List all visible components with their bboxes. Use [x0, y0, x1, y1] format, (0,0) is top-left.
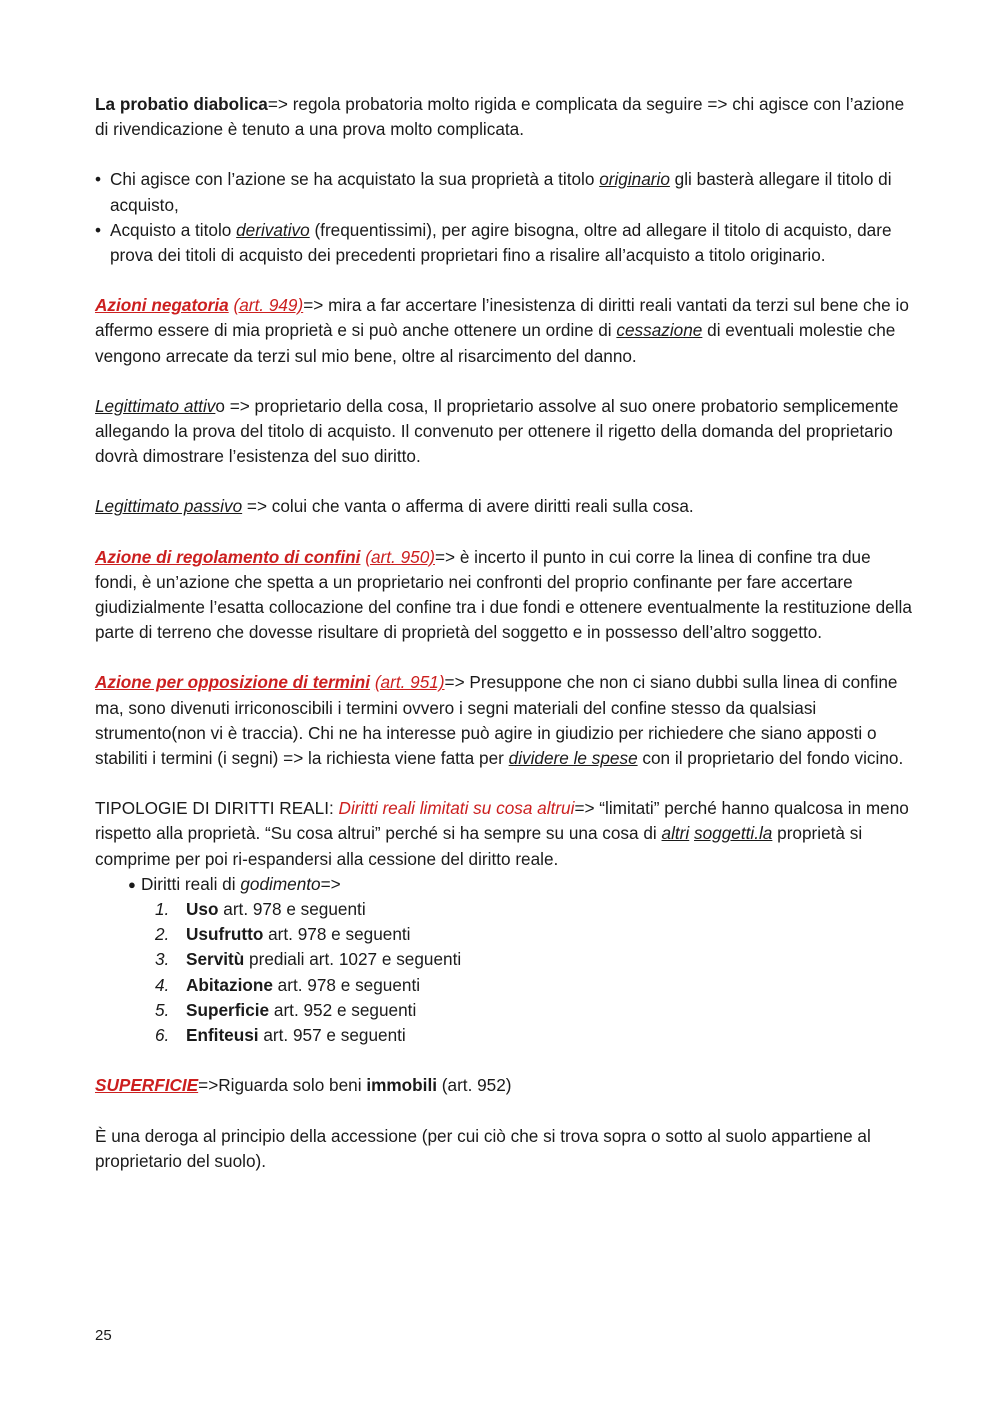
term-immobili: immobili — [366, 1075, 438, 1096]
spacer — [95, 1048, 915, 1073]
article-ref: (art. 951) — [374, 672, 445, 693]
paragraph-legittimato-attivo: Legittimato attivo => proprietario della cosa, Il proprietario assolve al suo onere probatorio semplicemente allegando la prova del titolo di acquisto. Il convenuto per ottenere il rigetto della domanda del proprietario dovrà dimostrare l’esistenza del suo diritto. — [95, 395, 899, 467]
document-page — [95, 92, 915, 1174]
list-item: 2. Usufrutto art. 978 e seguenti — [155, 924, 411, 945]
paragraph-probatio — [95, 92, 915, 142]
term-altri: altri — [661, 823, 690, 844]
heading-opposizione-termini: Azione per opposizione di termini — [95, 672, 371, 693]
spacer — [95, 142, 915, 167]
bullet-icon: • — [95, 219, 102, 240]
numbered-list — [95, 897, 915, 1048]
spacer — [95, 369, 915, 394]
list-item: 5. Superficie art. 952 e seguenti — [155, 999, 417, 1020]
term-legittimato-attivo: Legittimato attiv — [95, 395, 216, 416]
spacer — [95, 520, 915, 545]
bullet-icon: • — [95, 169, 102, 190]
bullet-list — [95, 167, 915, 268]
article-ref: (art. 950) — [365, 546, 435, 567]
paragraph-tipologie: TIPOLOGIE DI DIRITTI REALI: Diritti reali limitati su cosa altrui=> “limitati” perché hanno qualcosa in meno rispetto alla proprietà. “Su cosa altrui” perché si ha sempre su una cosa di altri soggetti.la proprietà si comprime per poi ri-espandersi alla cessione del diritto reale. — [95, 798, 909, 869]
list-item: 6. Enfiteusi art. 957 e seguenti — [155, 1025, 406, 1046]
paragraph-superficie: SUPERFICIE=>Riguarda solo beni immobili (art. 952) — [95, 1075, 512, 1096]
list-item: 3. Servitù prediali art. 1027 e seguenti — [155, 949, 462, 970]
list-item: 1. Uso art. 978 e seguenti — [155, 899, 366, 920]
list-item: • Chi agisce con l’azione se ha acquistato la sua proprietà a titolo originario gli basterà allegare il titolo di acquisto, — [95, 169, 892, 215]
list-item: 4. Abitazione art. 978 e seguenti — [155, 974, 421, 995]
spacer — [95, 645, 915, 670]
paragraph-negatoria: Azioni negatoria (art. 949)=> mira a far accertare l’inesistenza di diritti reali vantati da terzi sul bene che io affermo essere di mia proprietà e si può anche ottenere un ordine di cessazione di eventuali molestie che vengono arrecate da terzi sul mio bene, oltre al risarcimento del danno. — [95, 295, 909, 366]
paragraph-termini: Azione per opposizione di termini (art. 951)=> Presuppone che non ci siano dubbi sulla linea di confine ma, sono divenuti irriconoscibili i termini ovvero i segni materiali del confine stesso da qualsiasi strumento(non vi è traccia). Chi ne ha interesse può agire in giudizio per richiedere che siano apposti o stabiliti i termini (i segni) => la richiesta viene fatta per dividere le spese con il proprietario del fondo vicino. — [95, 672, 904, 769]
spacer — [95, 469, 915, 494]
term-godimento: godimento — [240, 873, 321, 894]
term-soggetti: soggetti.la — [694, 823, 773, 844]
spacer — [95, 268, 915, 293]
page-number: 25 — [95, 1327, 112, 1344]
term-probatio: La probatio diabolica — [95, 94, 268, 114]
term-cessazione: cessazione — [616, 320, 703, 341]
spacer — [95, 1099, 915, 1124]
bullet-icon: ● — [128, 876, 136, 892]
heading-regolamento-confini: Azione di regolamento di confini — [95, 546, 361, 567]
term-diritti-limitati: Diritti reali limitati su cosa altrui — [338, 798, 575, 819]
term-legittimato-passivo: Legittimato passivo — [95, 496, 243, 517]
bullet-godimento: ● Diritti reali di godimento=> — [95, 872, 915, 897]
paragraph-confini: Azione di regolamento di confini (art. 950)=> è incerto il punto in cui corre la linea di confine tra due fondi, è un’azione che spetta a un proprietario nei confronti del proprio confinante per fare accertare giudizialmente l’esatta collocazione del confine tra i due fondi e ottenere eventualmente la restituzione della parte di terreno che dovesse risultare di proprietà del soggetto e in possesso dell’altro soggetto. — [95, 546, 912, 643]
heading-azione-negatoria: Azioni negatoria — [95, 295, 229, 316]
article-ref: (art. 949) — [233, 295, 304, 316]
term-dividere-spese: dividere le spese — [508, 748, 638, 769]
list-item: • Acquisto a titolo derivativo (frequentissimi), per agire bisogna, oltre ad allegare il titolo di acquisto, dare prova dei titoli di acquisto dei precedenti proprietari fino a risalire all’acquisto a titolo originario. — [95, 219, 892, 266]
heading-superficie: SUPERFICIE — [95, 1075, 199, 1096]
spacer — [95, 771, 915, 796]
paragraph-legittimato-passivo: Legittimato passivo => colui che vanta o afferma di avere diritti reali sulla cosa. — [95, 496, 694, 517]
paragraph-deroga: È una deroga al principio della accessione (per cui ciò che si trova sopra o sotto al suolo appartiene al proprietario del suolo). — [95, 1125, 871, 1171]
term-derivativo: derivativo — [236, 219, 310, 240]
paragraph-text: => regola probatoria molto rigida e complicata da seguire => chi agisce con l’azione di rivendicazione è tenuto a una prova molto complicata. — [95, 94, 905, 140]
term-originario: originario — [599, 169, 670, 190]
